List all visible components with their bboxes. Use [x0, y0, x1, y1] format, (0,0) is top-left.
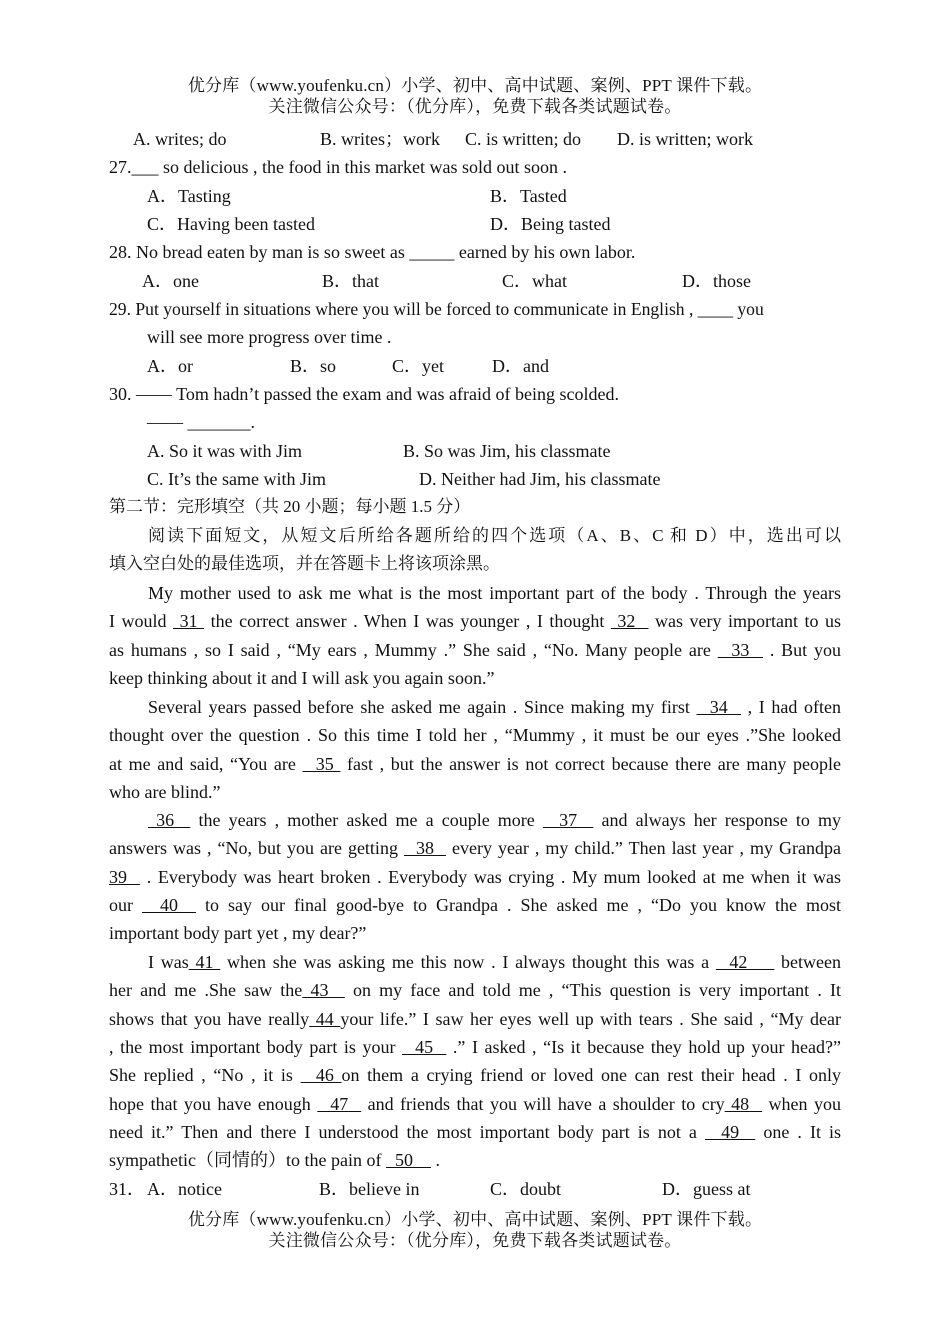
- passage-text: .: [430, 1150, 440, 1171]
- q30-stem: 30. —— Tom hadn’t passed the exam and was afraid of being scolded.: [109, 384, 619, 404]
- passage-p4-line-4: [109, 1033, 841, 1061]
- header-line-2: 关注微信公众号：（优分库），免费下载各类试题试卷。: [268, 97, 682, 116]
- passage-text: when she was asking me this now . I always thought this was a: [220, 952, 716, 972]
- passage-text: your life.” I saw her eyes well up with tears . She said , “My dear: [340, 1008, 842, 1029]
- passage-p2-line-3: [109, 750, 841, 778]
- q27-option-b: B．Tasted: [490, 186, 567, 206]
- q26-option-b: B. writes；work: [320, 129, 440, 149]
- q29-option-a: A．or: [147, 356, 193, 376]
- q30-option-b: B. So was Jim, his classmate: [403, 441, 611, 461]
- passage-text: was very important to us: [648, 611, 842, 632]
- passage-p4-line-2: [109, 976, 841, 1004]
- passage-p3-line-4: [109, 891, 841, 919]
- passage-text: .” I asked , “Is it because they hold up your head?”: [446, 1036, 842, 1057]
- passage-text: sympathetic（同情的）to the pain of: [109, 1150, 386, 1171]
- q31-option-c: C．doubt: [490, 1179, 562, 1199]
- q27-option-d: D．Being tasted: [490, 214, 611, 234]
- q29-option-b: B．so: [290, 356, 337, 376]
- q28-option-d: D．those: [682, 271, 751, 291]
- passage-p4-line-5: [109, 1061, 841, 1089]
- q29-stem-line-1: 29. Put yourself in situations where you will be forced to communicate in English , ____ you: [109, 299, 764, 319]
- passage-p4-line-7: [109, 1118, 841, 1146]
- footer-line-1: 优分库（www.youfenku.cn）小学、初中、高中试题、案例、PPT 课件下载。: [187, 1210, 763, 1229]
- passage-text: hope that you have enough: [109, 1093, 318, 1114]
- q31-option-b: B．believe in: [319, 1179, 420, 1199]
- passage-text: on them a crying friend or loved one can rest their head . I only: [341, 1065, 842, 1086]
- q27-option-c: C．Having been tasted: [147, 214, 315, 234]
- blank-number: 40: [142, 894, 197, 915]
- passage-text: Several years passed before she asked me again . Since making my first: [148, 697, 697, 717]
- passage-text: when you: [762, 1093, 841, 1114]
- passage-text: and friends that you will have a shoulder to cry: [361, 1093, 725, 1114]
- passage-text: She replied , “No , it is: [109, 1065, 301, 1086]
- section-title: 第二节：完形填空（共 20 小题；每小题 1.5 分）: [109, 497, 471, 516]
- passage-text: , the most important body part is your: [109, 1036, 403, 1057]
- blank-number: 41: [188, 952, 221, 972]
- section-instruction-2: 填入空白处的最佳选项，并在答题卡上将该项涂黑。: [109, 554, 500, 573]
- passage-text: important body part yet , my dear?”: [109, 923, 367, 944]
- blank-number: 36: [148, 810, 191, 830]
- passage-p2-line-4: [109, 778, 841, 806]
- passage-p1-line-4: [109, 664, 841, 692]
- passage-text: our: [109, 894, 142, 915]
- blank-number: 50: [385, 1150, 431, 1171]
- blank-number: 33: [717, 639, 763, 660]
- q28-option-b: B．that: [322, 271, 379, 291]
- passage-text: and always her response to my: [593, 810, 842, 830]
- passage-text: . But you: [763, 639, 841, 660]
- blank-number: 31: [173, 611, 205, 632]
- q30-option-c: C. It’s the same with Jim: [147, 469, 326, 489]
- blank-number: 35: [302, 753, 341, 774]
- blank-number: 48: [724, 1093, 763, 1114]
- blank-number: 32: [610, 611, 649, 632]
- q28-stem: 28. No bread eaten by man is so sweet as _____ earned by his own labor.: [109, 242, 636, 262]
- blank-number: 38: [403, 838, 446, 859]
- passage-text: on my face and told me , “This question is very important . It: [344, 980, 842, 1001]
- header-line-1: 优分库（www.youfenku.cn）小学、初中、高中试题、案例、PPT 课件下载。: [187, 76, 763, 95]
- q31-option-a: A．notice: [147, 1179, 222, 1199]
- passage-p1-line-2: [109, 607, 841, 635]
- passage-p2-line-1: [109, 693, 841, 721]
- passage-p1-line-3: [109, 636, 841, 664]
- passage-p1-line-1: [109, 579, 841, 607]
- passage-text: to say our final good-bye to Grandpa . She asked me , “Do you know the most: [196, 894, 842, 915]
- q30-option-a: A. So it was with Jim: [147, 441, 303, 461]
- blank-number: 44: [309, 1008, 341, 1029]
- passage-text: shows that you have really: [109, 1008, 310, 1029]
- blank-number: 42: [715, 952, 775, 972]
- passage-text: , I had often: [741, 697, 841, 717]
- passage-p3-line-2: [109, 834, 841, 862]
- q29-option-d: D．and: [492, 356, 549, 376]
- passage-text: thought over the question . So this time I told her , “Mummy , it must be our eyes .”She looked: [109, 725, 841, 746]
- passage-p4-line-6: [109, 1090, 841, 1118]
- q27-stem: 27.___ so delicious , the food in this market was sold out soon .: [109, 157, 567, 177]
- passage-text: I was: [148, 952, 189, 972]
- q29-option-c: C．yet: [392, 356, 444, 376]
- passage-p3-line-3: [109, 863, 841, 891]
- passage-p4-line-8: [109, 1146, 841, 1174]
- passage-p3-line-5: [109, 919, 841, 947]
- q30-reply: —— _______.: [147, 412, 255, 432]
- passage-text: as humans , so I said , “My ears , Mummy .” She said , “No. Many people are: [109, 639, 718, 660]
- passage-text: her and me .She saw the: [109, 980, 303, 1001]
- q27-option-a: A．Tasting: [147, 186, 231, 206]
- blank-number: 49: [705, 1121, 756, 1142]
- blank-number: 46: [300, 1065, 342, 1086]
- blank-number: 37: [542, 810, 594, 830]
- blank-number: 39: [109, 866, 141, 887]
- passage-text: My mother used to ask me what is the most important part of the body . Through the years: [148, 583, 841, 603]
- passage-text: between: [774, 952, 842, 972]
- blank-number: 34: [696, 697, 742, 717]
- passage-p4-line-1: [109, 948, 841, 976]
- passage-text: at me and said, “You are: [109, 753, 303, 774]
- passage-p3-line-1: [109, 806, 841, 834]
- q31-number: 31．: [109, 1179, 145, 1199]
- passage-text: need it.” Then and there I understood the most important body part is not a: [109, 1121, 705, 1142]
- q30-option-d: D. Neither had Jim, his classmate: [419, 469, 661, 489]
- blank-number: 43: [302, 980, 345, 1001]
- passage-text: answers was , “No, but you are getting: [109, 838, 404, 859]
- passage-text: one . It is: [755, 1121, 842, 1142]
- q26-option-c: C. is written; do: [465, 129, 581, 149]
- passage-text: . Everybody was heart broken . Everybody was crying . My mum looked at me when it was: [140, 866, 841, 887]
- passage-p4-line-3: [109, 1005, 841, 1033]
- passage-text: keep thinking about it and I will ask you again soon.”: [109, 667, 495, 688]
- q26-option-d: D. is written; work: [617, 129, 753, 149]
- blank-number: 47: [317, 1093, 362, 1114]
- passage-text: every year , my child.” Then last year , my Grandpa: [445, 838, 842, 859]
- q26-option-a: A. writes; do: [133, 129, 227, 149]
- section-instruction-1: 阅读下面短文，从短文后所给各题所给的四个选项（A、B、C 和 D）中，选出可以: [148, 526, 841, 545]
- passage-text: I would: [109, 611, 174, 632]
- passage-text: fast , but the answer is not correct because there are many people: [340, 753, 841, 774]
- q29-stem-line-2: will see more progress over time .: [147, 327, 392, 347]
- footer-line-2: 关注微信公众号：（优分库），免费下载各类试题试卷。: [268, 1231, 682, 1250]
- q28-option-c: C．what: [502, 271, 567, 291]
- q31-option-d: D．guess at: [662, 1179, 751, 1199]
- passage-text: the years , mother asked me a couple more: [190, 810, 543, 830]
- blank-number: 45: [402, 1036, 447, 1057]
- passage-text: the correct answer . When I was younger , I thought: [204, 611, 611, 632]
- passage-text: who are blind.”: [109, 781, 221, 802]
- passage-p2-line-2: [109, 721, 841, 749]
- q28-option-a: A．one: [142, 271, 199, 291]
